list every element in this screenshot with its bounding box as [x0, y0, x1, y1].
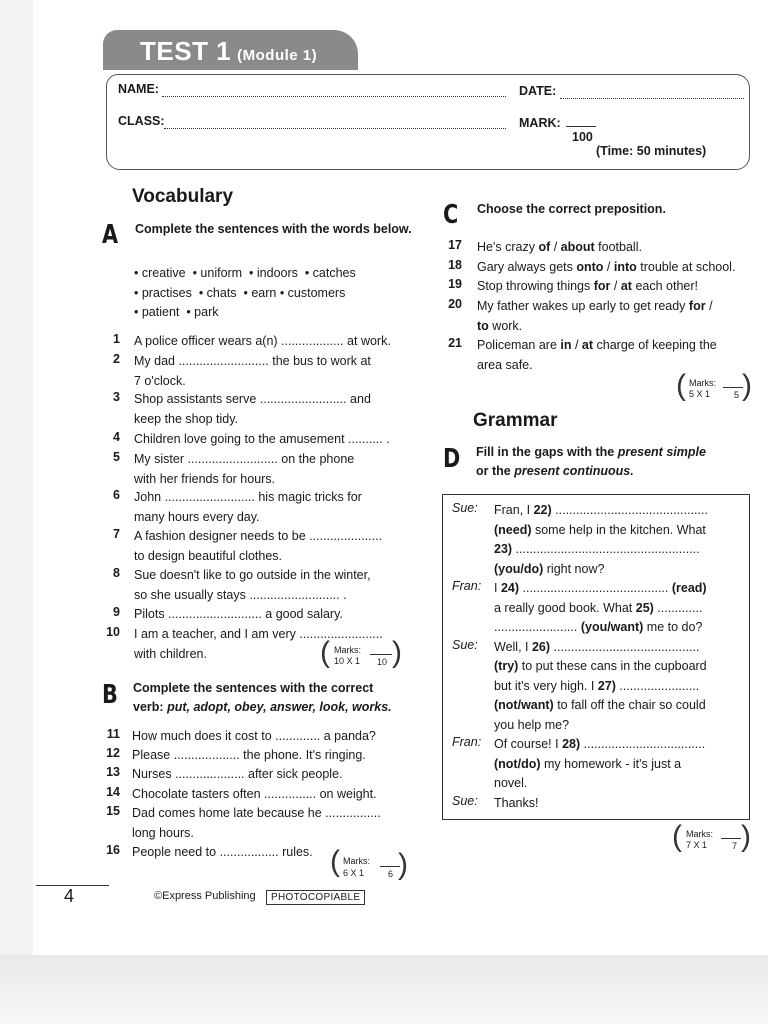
dialog-line: novel.	[494, 776, 528, 790]
marks-b-total: 6	[388, 869, 394, 879]
dialog-line: Thanks!	[494, 795, 539, 810]
question-text-continued: to design beautiful clothes.	[134, 548, 283, 563]
dialog-line: a really good book. What 25) .............	[494, 600, 703, 615]
marks-c-total: 5	[734, 390, 740, 400]
question-number: 10	[106, 625, 120, 639]
mark-label: MARK:	[519, 116, 561, 130]
question-number: 11	[106, 727, 120, 741]
dialog-speaker: Sue:	[452, 501, 478, 515]
marks-c-bracket-left: (	[676, 369, 686, 402]
question-number: 18	[448, 258, 462, 272]
time-label: (Time: 50 minutes)	[596, 144, 707, 158]
question-text-continued: long hours.	[132, 825, 194, 840]
vocabulary-heading: Vocabulary	[132, 186, 234, 207]
marks-c-calc: 5 X 1	[689, 389, 711, 399]
question-text-continued: so she usually stays .......................... .	[134, 587, 347, 602]
section-d-letter: D	[443, 444, 461, 474]
publisher: ©Express Publishing	[154, 890, 256, 902]
question-text: Nurses .................... after sick people.	[132, 767, 343, 781]
mark-fraction-line	[566, 126, 596, 127]
question-text-continued: with her friends for hours.	[134, 471, 276, 486]
marks-b-calc: 6 X 1	[343, 868, 365, 878]
dialog-speaker: Sue:	[452, 793, 478, 808]
question-number: 7	[113, 527, 120, 541]
section-c-letter: C	[443, 200, 459, 230]
question-number: 12	[106, 746, 120, 760]
marks-a-total: 10	[377, 657, 388, 667]
question-text: I am a teacher, and I am very ........................	[134, 627, 383, 641]
marks-c-label: Marks:	[689, 378, 716, 388]
question-number: 14	[106, 785, 120, 799]
question-text: A police officer wears a(n) .................. at work.	[134, 334, 391, 348]
question-text: Please ................... the phone. It's ringing.	[132, 748, 366, 762]
dialog-line: I 24) .......................................... (read)	[494, 581, 707, 595]
question-number: 13	[106, 765, 120, 779]
section-c-instruction: Choose the correct preposition.	[477, 202, 666, 216]
question-text: A fashion designer needs to be .....................	[134, 529, 383, 543]
dialog-line: (not/want) to fall off the chair so could	[494, 698, 706, 712]
dialog-line: (try) to put these cans in the cupboard	[494, 659, 707, 673]
question-number: 4	[113, 430, 120, 444]
question-text-continued: many hours every day.	[134, 509, 260, 524]
module-label: (Module 1)	[237, 47, 318, 64]
name-field[interactable]	[162, 95, 506, 97]
name-label: NAME:	[118, 82, 159, 96]
question-text-continued: with children.	[134, 646, 207, 661]
marks-d-bracket-right: )	[741, 820, 751, 853]
section-b-instruction: Complete the sentences with the correct	[133, 681, 374, 695]
question-text-continued: area safe.	[477, 357, 533, 372]
question-text: Sue doesn't like to go outside in the winter,	[134, 568, 371, 582]
question-text: People need to ................. rules.	[132, 845, 313, 859]
page-number: 4	[64, 886, 75, 906]
marks-b-line	[380, 866, 400, 867]
dialog-line: Well, I 26) ..........................................	[494, 639, 700, 654]
question-number: 1	[113, 332, 120, 346]
dialog-line: (not/do) my homework - it's just a	[494, 756, 682, 771]
marks-b-label: Marks:	[343, 856, 370, 866]
section-d-instruction: Fill in the gaps with the present simple	[476, 445, 706, 459]
marks-d-line	[721, 838, 741, 839]
marks-b-bracket-right: )	[398, 848, 408, 881]
word-bank-line-1: • creative • uniform • indoors • catches	[134, 266, 356, 280]
section-a-instruction: Complete the sentences with the words below.	[135, 222, 412, 236]
question-number: 21	[448, 336, 462, 350]
dialog-line: ........................ (you/want) me to do?	[494, 620, 703, 634]
dialog-line: Fran, I 22) ............................................	[494, 503, 708, 517]
question-text-continued: keep the shop tidy.	[134, 411, 239, 426]
question-number: 17	[448, 238, 462, 252]
question-text: Children love going to the amusement .......... .	[134, 432, 390, 446]
question-text: My sister .......................... on the phone	[134, 452, 355, 466]
question-number: 20	[448, 297, 462, 311]
word-bank-line-2: • practises • chats • earn • customers	[134, 286, 346, 300]
class-field[interactable]	[164, 127, 506, 129]
question-number: 6	[113, 488, 120, 502]
dialog-speaker: Fran:	[452, 735, 482, 749]
dialog-line: but it's very high. I 27) .......................	[494, 678, 700, 693]
question-text: Chocolate tasters often ............... on weight.	[132, 787, 377, 801]
marks-b-bracket-left: (	[330, 845, 340, 878]
section-d-instruction-2: or the present continuous.	[476, 464, 634, 478]
date-label: DATE:	[519, 84, 557, 98]
question-text: He's crazy of / about football.	[477, 240, 642, 254]
marks-a-line	[370, 654, 392, 655]
question-text: Dad comes home late because he ................	[132, 806, 381, 820]
question-text: Pilots ........................... a good salary.	[134, 607, 343, 621]
dialog-line: 23) .....................................................	[494, 542, 700, 556]
question-number: 5	[113, 450, 120, 464]
question-text: Shop assistants serve ......................... and	[134, 392, 371, 406]
dialog-line: (you/do) right now?	[494, 561, 605, 576]
marks-d-total: 7	[732, 841, 738, 851]
marks-a-bracket-right: )	[392, 636, 402, 669]
grammar-heading: Grammar	[473, 410, 558, 431]
dialog-line: (need) some help in the kitchen. What	[494, 522, 706, 537]
question-text: Gary always gets onto / into trouble at school.	[477, 260, 736, 274]
question-number: 16	[106, 843, 120, 857]
test-title: TEST 1 (Module 1)	[140, 36, 318, 66]
mark-total: 100	[572, 130, 593, 144]
question-number: 3	[113, 390, 120, 404]
question-number: 15	[106, 804, 120, 818]
section-b-instruction-2: verb: put, adopt, obey, answer, look, works.	[133, 700, 392, 714]
question-text-continued: 7 o'clock.	[134, 373, 186, 388]
marks-a-label: Marks:	[334, 645, 361, 655]
question-number: 9	[113, 605, 120, 619]
marks-d-bracket-left: (	[672, 820, 682, 853]
question-number: 8	[113, 566, 120, 580]
marks-c-line	[723, 387, 743, 388]
question-number: 2	[113, 352, 120, 366]
dialog-speaker: Fran:	[452, 579, 482, 593]
marks-d-calc: 7 X 1	[686, 840, 708, 850]
marks-d-label: Marks:	[686, 829, 713, 839]
question-text: How much does it cost to ............. a panda?	[132, 729, 376, 743]
question-text: Policeman are in / at charge of keeping the	[477, 338, 717, 352]
dialog-line: you help me?	[494, 717, 570, 732]
word-bank-line-3: • patient • park	[134, 305, 219, 319]
section-b-verbs: put, adopt, obey, answer, look, works.	[167, 700, 392, 714]
question-text: John .......................... his magic tricks for	[134, 490, 362, 504]
dialog-speaker: Sue:	[452, 637, 478, 652]
question-text: My dad .......................... the bus to work at	[134, 354, 371, 368]
date-field[interactable]	[560, 97, 744, 99]
photocopiable-badge: PHOTOCOPIABLE	[266, 890, 365, 905]
question-text-continued: to work.	[477, 318, 523, 333]
marks-a-calc: 10 X 1	[334, 656, 361, 666]
class-label: CLASS:	[118, 114, 165, 128]
dialog-line: Of course! I 28) ...................................	[494, 737, 706, 751]
question-text: My father wakes up early to get ready for /	[477, 299, 713, 313]
question-number: 19	[448, 277, 462, 291]
question-text: Stop throwing things for / at each other!	[477, 279, 698, 293]
section-a-letter: A	[102, 220, 119, 250]
marks-a-bracket-left: (	[320, 636, 330, 669]
marks-c-bracket-right: )	[742, 369, 752, 402]
section-b-letter: B	[102, 680, 118, 710]
